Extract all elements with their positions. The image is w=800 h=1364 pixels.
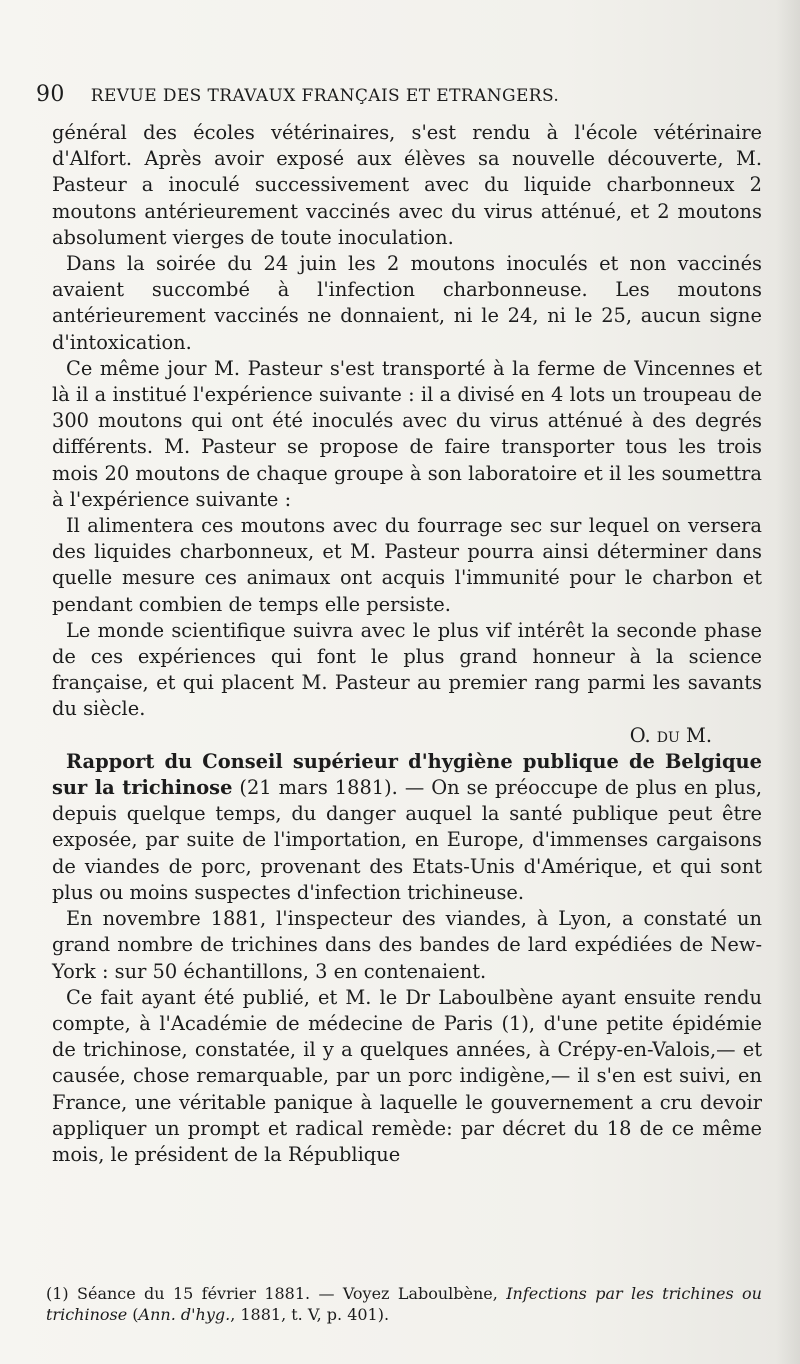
footnote xyxy=(46,1283,762,1325)
paragraph-6 xyxy=(52,749,762,906)
body-text xyxy=(52,120,762,1168)
footnote-mid: ( xyxy=(127,1305,139,1324)
signature: O. du M. xyxy=(629,723,712,747)
running-title: REVUE DES TRAVAUX FRANÇAIS ET ETRANGERS. xyxy=(90,86,560,106)
footnote-lead: (1) Séance du 15 février 1881. — Voyez Laboulbène, xyxy=(46,1284,507,1303)
paragraph-5: Le monde scientifique suivra avec le plus vif intérêt la seconde phase de ces expériences qui font le plus grand honneur à la science française, et qui placent M. Pasteur au premier rang parmi les savants du siècle. xyxy=(52,618,762,721)
paragraph-4: Il alimentera ces moutons avec du fourrage sec sur lequel on versera des liquides charbonneux, et M. Pasteur pourra ainsi déterminer dans quelle mesure ces animaux ont acquis l'immunité pour le charbon et pendant combien de temps elle persiste. xyxy=(52,514,762,616)
page-number: 90 xyxy=(36,82,65,107)
footnote-title: Infections par les trichines ou trichinose xyxy=(46,1284,762,1324)
paragraph-8: Ce fait ayant été publié, et M. le Dr Laboulbène ayant ensuite rendu compte, à l'Académie de médecine de Paris (1), d'une petite épidémie de trichinose, constatée, il y a quelques années, à Crépy-en-Valois,— et causée, chose remarquable, par un porc indigène,— il s'en est suivi, en France, une véritable panique à laquelle le gouvernement a cru devoir appliquer un prompt et radical remède: par décret du 18 de ce même mois, le président de la République xyxy=(52,985,762,1166)
footnote-journal: Ann. d'hyg. xyxy=(138,1305,231,1324)
section-title: Rapport du Conseil supérieur d'hygiène publique de Belgique sur la trichinose xyxy=(52,749,762,800)
paragraph-6-text: (21 mars 1881). — On se préoccupe de plus en plus, depuis quelque temps, du danger auquel la santé publique peut être exposée, par suite de l'importation, en Europe, d'immenses cargaisons de viandes de porc, provenant des Etats-Unis d'Amérique, et qui sont plus ou moins suspectes d'infection trichineuse. xyxy=(52,776,762,904)
signature-line xyxy=(52,723,762,749)
paragraph-1: général des écoles vétérinaires, s'est rendu à l'école vétérinaire d'Alfort. Après avoir exposé aux élèves sa nouvelle découverte, M. Pasteur a inoculé successivement avec du liquide charbonneux 2 moutons antérieurement vaccinés avec du virus atténué, et 2 moutons absolument vierges de toute inoculation. xyxy=(52,121,762,249)
footnote-tail: , 1881, t. V, p. 401). xyxy=(230,1305,390,1324)
page-header xyxy=(36,82,766,107)
paragraph-7: En novembre 1881, l'inspecteur des viandes, à Lyon, a constaté un grand nombre de trichines dans des bandes de lard expédiées de New-York : sur 50 échantillons, 3 en contenaient. xyxy=(52,907,762,983)
paragraph-3: Ce même jour M. Pasteur s'est transporté à la ferme de Vincennes et là il a institué l'expérience suivante : il a divisé en 4 lots un troupeau de 300 moutons qui ont été inoculés avec du virus atténué à des degrés différents. M. Pasteur se propose de faire transporter tous les trois mois 20 moutons de chaque groupe à son laboratoire et il les soumettra à l'expérience suivante : xyxy=(52,356,762,511)
paragraph-2: Dans la soirée du 24 juin les 2 moutons inoculés et non vaccinés avaient succombé à l'infection charbonneuse. Les moutons antérieurement vaccinés ne donnaient, ni le 24, ni le 25, aucun signe d'intoxication. xyxy=(52,252,762,354)
